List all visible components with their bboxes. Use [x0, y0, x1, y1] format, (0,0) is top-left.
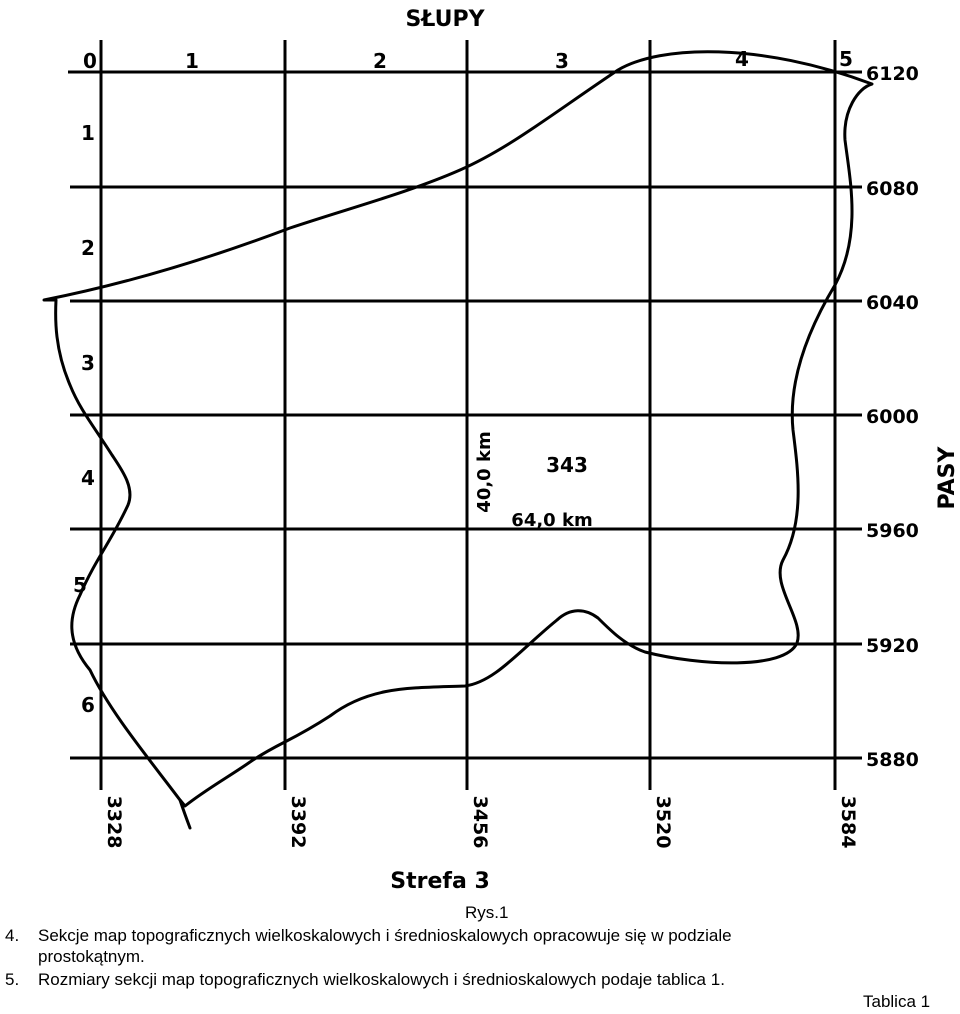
row-number: 1 — [81, 121, 95, 145]
easting-label: 3584 — [837, 795, 859, 849]
column-number: 2 — [373, 49, 387, 73]
northing-label: 5880 — [866, 749, 919, 771]
list-item-5-number: 5. — [5, 970, 20, 989]
column-number: 4 — [735, 47, 749, 71]
easting-label: 3392 — [287, 795, 309, 849]
row-number: 4 — [81, 466, 95, 490]
northing-label: 5960 — [866, 520, 919, 542]
list-item-4-number: 4. — [5, 926, 20, 945]
northing-labels — [866, 63, 919, 771]
table-label: Tablica 1 — [863, 992, 931, 1011]
list-item-4-text: Sekcje map topograficznych wielkoskalowych i średnioskalowych opracowuje się w podziale — [38, 926, 732, 945]
row-number: 6 — [81, 693, 95, 717]
list-item-4-text-continued: prostokątnym. — [38, 947, 145, 966]
zone-label: Strefa 3 — [390, 869, 490, 894]
row-number: 5 — [73, 573, 87, 597]
row-numbers — [73, 121, 95, 717]
northing-label: 5920 — [866, 635, 919, 657]
column-number: 0 — [83, 49, 97, 73]
easting-label: 3456 — [469, 795, 491, 849]
rows-title: PASY — [935, 446, 960, 510]
list-item-5-text: Rozmiary sekcji map topograficznych wielkoskalowych i średnioskalowych podaje tablica 1. — [38, 970, 725, 989]
cell-height-label: 40,0 km — [474, 431, 495, 513]
northing-label: 6000 — [866, 406, 919, 428]
easting-label: 3328 — [103, 795, 125, 849]
column-number: 5 — [839, 47, 853, 71]
cell-width-label: 64,0 km — [511, 510, 593, 531]
easting-labels — [103, 796, 859, 849]
columns-title: SŁUPY — [405, 7, 485, 32]
cell-number: 343 — [546, 453, 588, 477]
northing-label: 6120 — [866, 63, 919, 85]
northing-grid-lines — [68, 72, 862, 758]
northing-label: 6080 — [866, 178, 919, 200]
easting-label: 3520 — [652, 795, 674, 849]
column-number: 1 — [185, 49, 199, 73]
column-number: 3 — [555, 49, 569, 73]
northing-label: 6040 — [866, 292, 919, 314]
row-number: 3 — [81, 351, 95, 375]
figure-caption: Rys.1 — [465, 903, 509, 922]
country-outline — [44, 52, 872, 806]
row-number: 2 — [81, 236, 95, 260]
